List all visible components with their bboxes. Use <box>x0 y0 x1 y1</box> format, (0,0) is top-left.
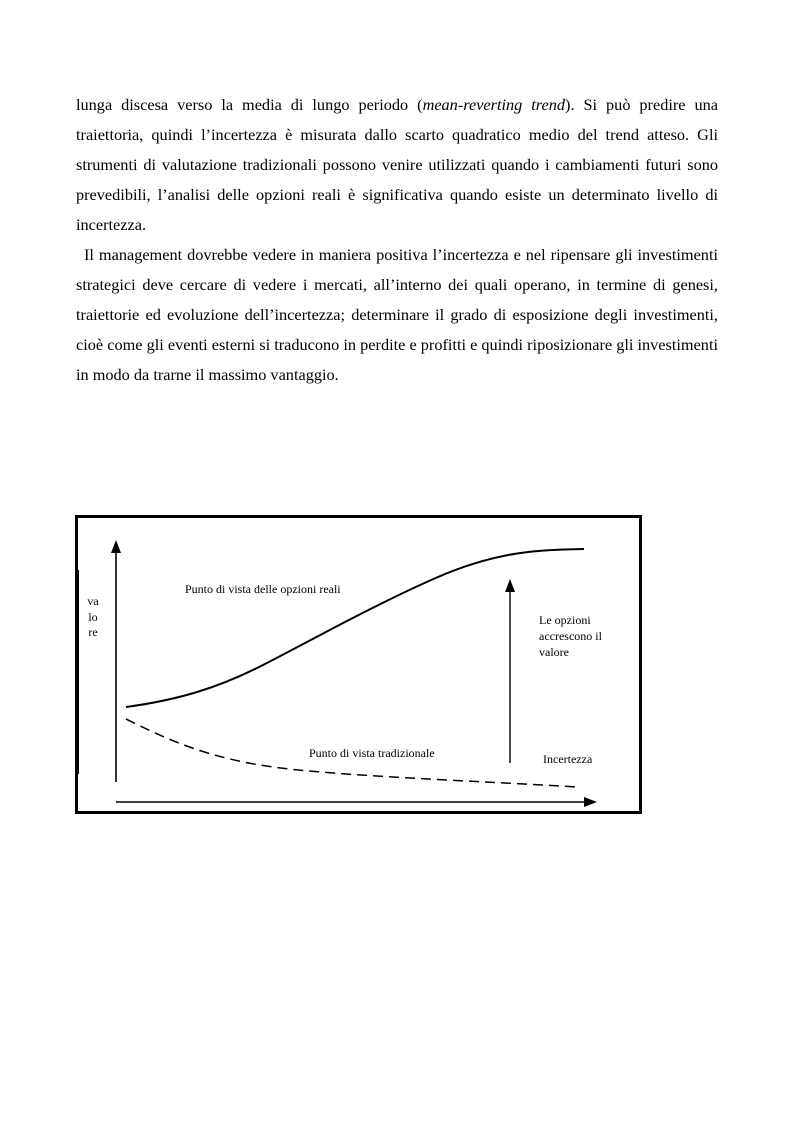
traditional-label: Punto di vista tradizionale <box>309 746 435 760</box>
value-uncertainty-figure <box>75 515 642 814</box>
x-axis-label: Incertezza <box>543 752 593 766</box>
y-axis-arrowhead <box>111 540 121 553</box>
value-increase-arrowhead <box>505 579 515 592</box>
real-options-curve <box>126 549 584 707</box>
figure-drawing <box>78 518 639 811</box>
paragraph-2: Il management dovrebbe vedere in maniera positiva l’incertezza e nel ripensare gli investimenti strategici deve cercare di vedere i mercati, all’interno dei quali operano, in termine di genesi, traiettorie ed evoluzione dell’incertezza; determinare il grado di esposizione degli investimenti, cioè come gli eventi esterni si traducono in perdite e profitti e quindi riposizionare gli investimenti in modo da trarne il massimo vantaggio. <box>76 245 718 384</box>
paragraph-1-start: lunga discesa verso la media di lungo periodo ( <box>76 95 423 114</box>
paragraph-1-end: ). Si può predire una traiettoria, quindi l’incertezza è misurata dallo scarto quadratico medio del trend atteso. Gli strumenti di valutazione tradizionali possono venire utilizzati quando i cambiamenti futuri sono prevedibili, l’analisi delle opzioni reali è significativa quando esiste un determinato livello di incertezza. <box>76 95 718 234</box>
options-annotation: Le opzioni accrescono il valore <box>539 613 602 659</box>
y-axis-label: valore <box>87 594 99 639</box>
paragraph-1-emphasis: mean-reverting trend <box>422 95 566 114</box>
x-axis-arrowhead <box>584 797 597 807</box>
real-options-label: Punto di vista delle opzioni reali <box>185 582 341 596</box>
body-text <box>76 90 718 390</box>
paragraph-1 <box>76 90 718 240</box>
